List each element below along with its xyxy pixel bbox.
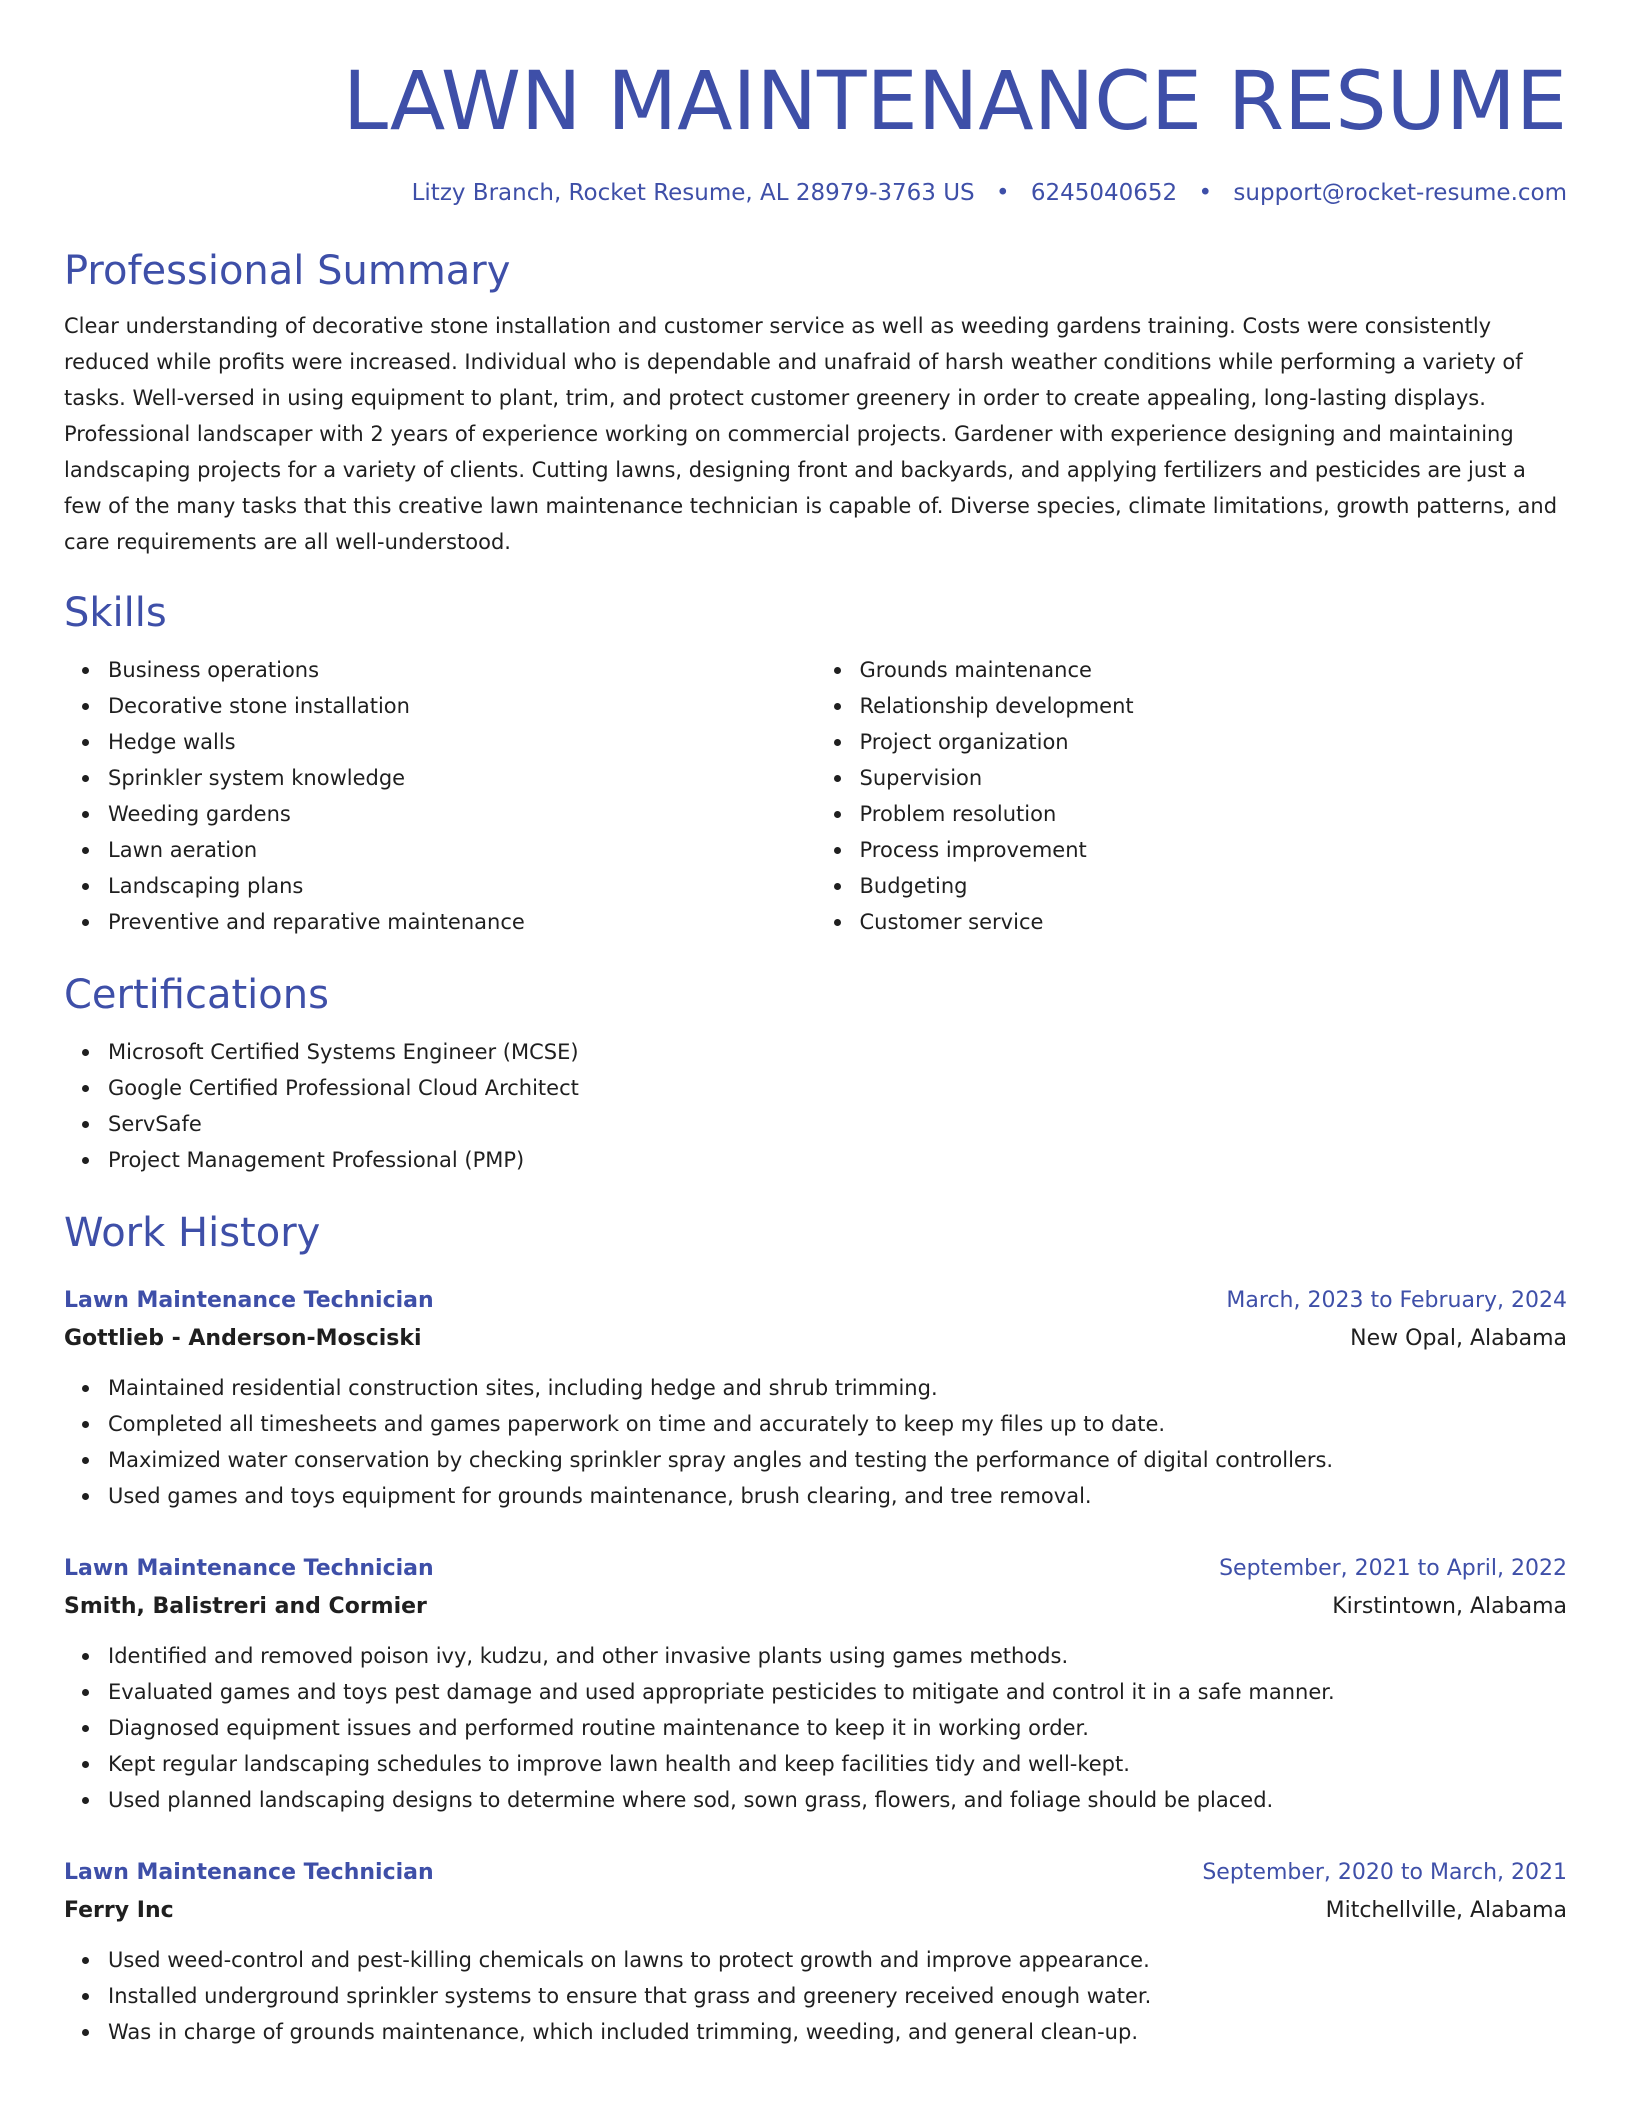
job-company: Smith, Balistreri and Cormier bbox=[64, 1594, 427, 1619]
skill-item: Grounds maintenance bbox=[860, 652, 1568, 688]
skill-item: Problem resolution bbox=[860, 796, 1568, 832]
job-title: Lawn Maintenance Technician bbox=[64, 1556, 434, 1581]
job-header-row bbox=[64, 1550, 1567, 1588]
job-company-row bbox=[64, 1892, 1567, 1930]
contact-separator: • bbox=[995, 180, 1010, 206]
job-header-row bbox=[64, 1854, 1567, 1892]
skill-item: Decorative stone installation bbox=[108, 688, 816, 724]
job-duty-item: Kept regular landscaping schedules to improve lawn health and keep facilities tidy and well-kept. bbox=[108, 1746, 1567, 1782]
contact-phone: 6245040652 bbox=[1030, 180, 1178, 206]
skills-right-column bbox=[816, 652, 1568, 940]
contact-line bbox=[64, 178, 1567, 208]
job-company: Ferry Inc bbox=[64, 1898, 174, 1923]
skill-item: Customer service bbox=[860, 904, 1568, 940]
job-location: Mitchellville, Alabama bbox=[1325, 1898, 1567, 1923]
skill-item: Hedge walls bbox=[108, 724, 816, 760]
job-entry bbox=[64, 1550, 1567, 1818]
skill-item: Lawn aeration bbox=[108, 832, 816, 868]
job-duty-item: Identified and removed poison ivy, kudzu, and other invasive plants using games methods. bbox=[108, 1638, 1567, 1674]
summary-heading: Professional Summary bbox=[64, 248, 511, 294]
certification-item: Microsoft Certified Systems Engineer (MCSE) bbox=[108, 1034, 1567, 1070]
skills-left-column bbox=[64, 652, 816, 940]
job-location: Kirstintown, Alabama bbox=[1332, 1594, 1567, 1619]
job-entry bbox=[64, 1854, 1567, 2050]
job-entry bbox=[64, 1282, 1567, 1514]
certification-item: Project Management Professional (PMP) bbox=[108, 1142, 1567, 1178]
job-company-row bbox=[64, 1588, 1567, 1626]
job-title: Lawn Maintenance Technician bbox=[64, 1860, 434, 1885]
job-dates: September, 2020 to March, 2021 bbox=[1202, 1860, 1567, 1885]
job-dates: September, 2021 to April, 2022 bbox=[1219, 1556, 1567, 1581]
skill-item: Sprinkler system knowledge bbox=[108, 760, 816, 796]
job-duties-list bbox=[64, 1638, 1567, 1818]
skill-item: Landscaping plans bbox=[108, 868, 816, 904]
job-company-row bbox=[64, 1320, 1567, 1358]
job-duty-item: Evaluated games and toys pest damage and used appropriate pesticides to mitigate and control it in a safe manner. bbox=[108, 1674, 1567, 1710]
job-duty-item: Was in charge of grounds maintenance, which included trimming, weeding, and general clean-up. bbox=[108, 2014, 1567, 2050]
job-duties-list bbox=[64, 1942, 1567, 2050]
contact-separator: • bbox=[1198, 180, 1213, 206]
certifications-heading: Certifications bbox=[64, 972, 329, 1018]
skill-item: Weeding gardens bbox=[108, 796, 816, 832]
job-duty-item: Used planned landscaping designs to determine where sod, sown grass, flowers, and foliage should be placed. bbox=[108, 1782, 1567, 1818]
job-duties-list bbox=[64, 1370, 1567, 1514]
skill-item: Process improvement bbox=[860, 832, 1568, 868]
job-dates: March, 2023 to February, 2024 bbox=[1226, 1288, 1567, 1313]
job-duty-item: Maximized water conservation by checking sprinkler spray angles and testing the performance of digital controllers. bbox=[108, 1442, 1567, 1478]
contact-email: support@rocket-resume.com bbox=[1233, 180, 1567, 206]
skills-heading: Skills bbox=[64, 590, 167, 636]
certifications-list bbox=[64, 1034, 1567, 1178]
job-title: Lawn Maintenance Technician bbox=[64, 1288, 434, 1313]
skill-item: Business operations bbox=[108, 652, 816, 688]
job-header-row bbox=[64, 1282, 1567, 1320]
job-duty-item: Completed all timesheets and games paperwork on time and accurately to keep my files up to date. bbox=[108, 1406, 1567, 1442]
certification-item: Google Certified Professional Cloud Architect bbox=[108, 1070, 1567, 1106]
job-location: New Opal, Alabama bbox=[1350, 1326, 1567, 1351]
contact-address: Litzy Branch, Rocket Resume, AL 28979-3763 US bbox=[411, 180, 975, 206]
skill-item: Preventive and reparative maintenance bbox=[108, 904, 816, 940]
job-duty-item: Maintained residential construction sites, including hedge and shrub trimming. bbox=[108, 1370, 1567, 1406]
resume-title: LAWN MAINTENANCE RESUME bbox=[342, 55, 1567, 149]
skill-item: Supervision bbox=[860, 760, 1568, 796]
job-duty-item: Installed underground sprinkler systems to ensure that grass and greenery received enough water. bbox=[108, 1978, 1567, 2014]
skill-item: Project organization bbox=[860, 724, 1568, 760]
job-duty-item: Diagnosed equipment issues and performed routine maintenance to keep it in working order. bbox=[108, 1710, 1567, 1746]
summary-text: Clear understanding of decorative stone installation and customer service as well as weeding gardens training. Costs were consistently reduced while profits were increased. Individual who is dependable and unafraid of harsh weather conditions while performing a variety of tasks. Well-versed in using equipment to plant, trim, and protect customer greenery in order to create appealing, long-lasting displays. Professional landscaper with 2 years of experience working on commercial projects. Gardener with experience designing and maintaining landscaping projects for a variety of clients. Cutting lawns, designing front and backyards, and applying fertilizers and pesticides are just a few of the many tasks that this creative lawn maintenance technician is capable of. Diverse species, climate limitations, growth patterns, and care requirements are all well-understood. bbox=[64, 314, 1558, 554]
job-duty-item: Used games and toys equipment for grounds maintenance, brush clearing, and tree removal. bbox=[108, 1478, 1567, 1514]
job-duty-item: Used weed-control and pest-killing chemicals on lawns to protect growth and improve appearance. bbox=[108, 1942, 1567, 1978]
skill-item: Budgeting bbox=[860, 868, 1568, 904]
certification-item: ServSafe bbox=[108, 1106, 1567, 1142]
job-company: Gottlieb - Anderson-Mosciski bbox=[64, 1326, 422, 1351]
skills-grid bbox=[64, 652, 1567, 940]
skill-item: Relationship development bbox=[860, 688, 1568, 724]
resume-page bbox=[64, 0, 1567, 2050]
work-history-heading: Work History bbox=[64, 1210, 321, 1256]
